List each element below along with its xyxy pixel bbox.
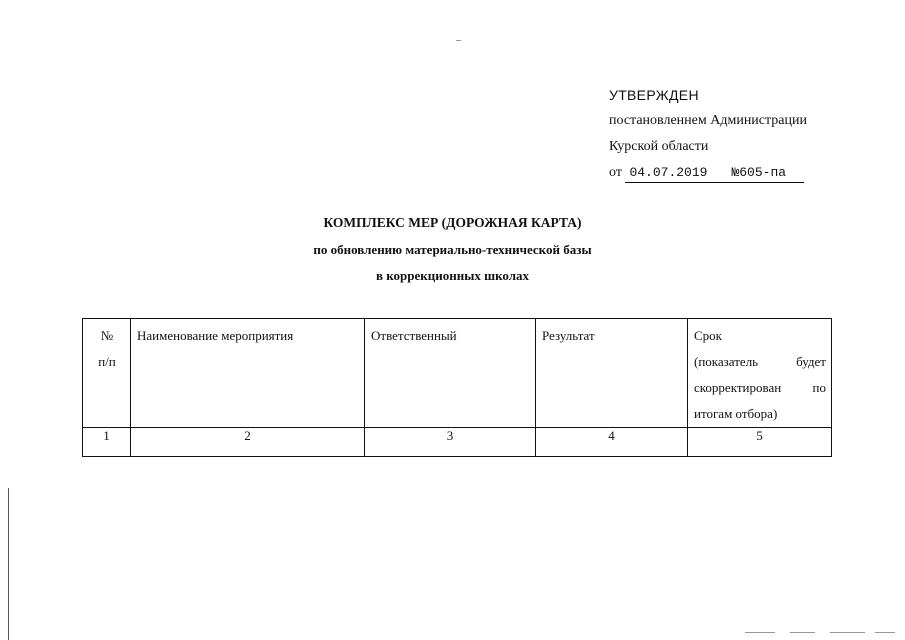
- table-column-numbers-row: [83, 428, 832, 457]
- header-cell-number: [83, 319, 131, 428]
- column-number-3: 3: [365, 428, 536, 457]
- approval-number: №605-па: [729, 164, 804, 183]
- document-subtitle-1: по обновлению материально-технической базы: [313, 242, 592, 257]
- header-deadline-note-2: скорректирован по: [694, 380, 826, 395]
- header-cell-deadline: [688, 319, 832, 428]
- header-cell-responsible: [365, 319, 536, 428]
- approval-date-line: [609, 164, 849, 183]
- header-number-abbr: п/п: [98, 354, 116, 369]
- scan-speck: [745, 632, 775, 633]
- header-cell-event-name: [131, 319, 365, 428]
- column-number-5: 5: [688, 428, 832, 457]
- roadmap-table: [82, 318, 832, 457]
- column-number-4: 4: [536, 428, 688, 457]
- approval-block: [609, 86, 849, 183]
- scan-speck: [456, 40, 461, 41]
- header-responsible-label: Ответственный: [371, 328, 457, 343]
- document-title: КОМПЛЕКС МЕР (ДОРОЖНАЯ КАРТА): [323, 215, 582, 230]
- scan-speck: [790, 632, 815, 633]
- scan-speck: [830, 632, 865, 633]
- column-number-1: 1: [83, 428, 131, 457]
- header-deadline-note-1: (показатель будет: [694, 354, 826, 369]
- header-deadline-note-3: итогам отбора): [694, 406, 778, 421]
- approval-date: 04.07.2019: [625, 164, 729, 183]
- document-subtitle-2: в коррекционных школах: [375, 268, 530, 283]
- scan-margin-line: [8, 488, 9, 640]
- header-cell-result: [536, 319, 688, 428]
- header-deadline-label: Срок: [694, 328, 722, 343]
- approval-issuer: постановленнем Администрации: [609, 113, 807, 128]
- scan-speck: [875, 632, 895, 633]
- approval-from-prefix: от: [609, 165, 622, 180]
- header-number-sign: №: [100, 328, 114, 343]
- table-header-row: [83, 319, 832, 428]
- approval-region: Курской области: [609, 139, 709, 154]
- column-number-2: 2: [131, 428, 365, 457]
- approval-heading: УТВЕРЖДЕН: [609, 87, 699, 103]
- header-result-label: Результат: [542, 328, 595, 343]
- header-event-name-label: Наименование мероприятия: [137, 328, 294, 343]
